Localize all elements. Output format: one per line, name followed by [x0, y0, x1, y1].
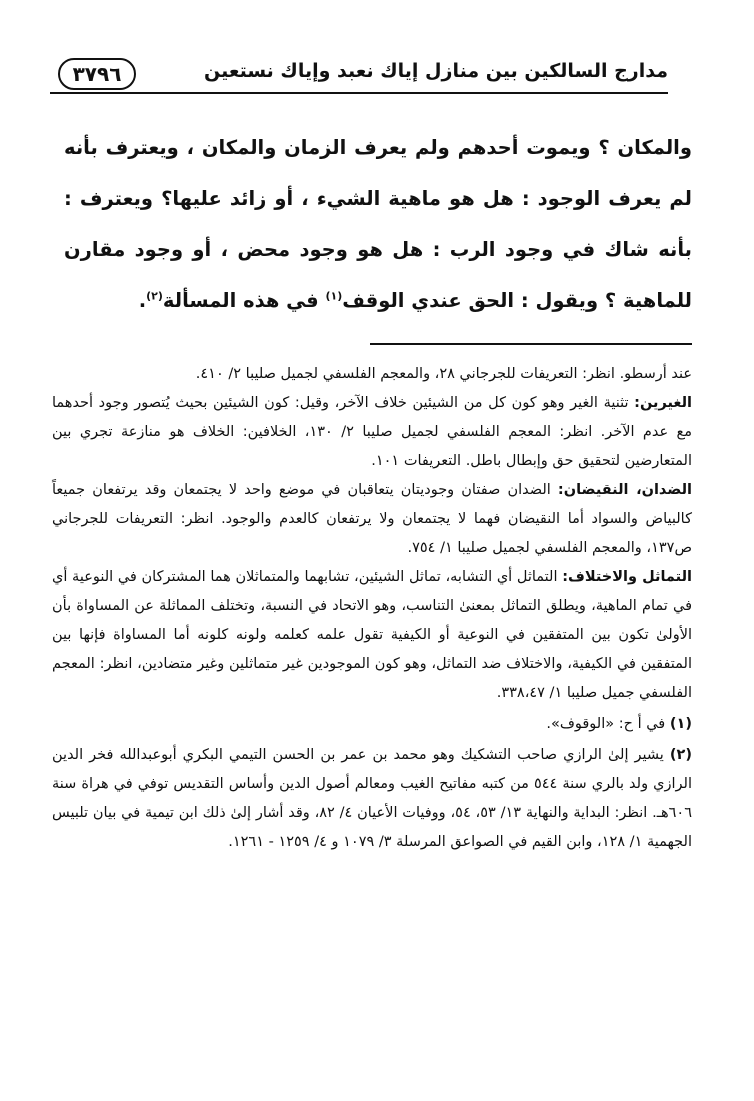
main-body-end: . — [138, 289, 147, 312]
footnote-entry-ghayrayn — [52, 389, 692, 476]
footnote-entry-tamathul — [52, 563, 692, 708]
footnote-term: الغيرين: — [634, 395, 692, 411]
footnote-ref-2: (٢) — [146, 289, 163, 303]
footnote-term: التماثل والاختلاف: — [562, 569, 692, 585]
footnote-2 — [52, 741, 692, 857]
running-title: مدارج السالكين بين منازل إياك نعبد وإياك نستعين — [204, 60, 668, 82]
footnote-1 — [52, 710, 692, 739]
page-number: ٣٧٩٦ — [58, 58, 136, 90]
footnote-continuation — [52, 360, 692, 389]
footnote-term: الضدان، النقيضان: — [557, 482, 693, 498]
footnote-number: (٢) — [669, 747, 692, 763]
footnote-number: (١) — [669, 716, 692, 732]
footnote-separator — [370, 343, 692, 345]
main-paragraph — [64, 122, 692, 326]
main-text — [64, 122, 692, 326]
main-body-cont: في هذه المسألة — [162, 289, 326, 312]
footnote-entry-diddan — [52, 476, 692, 563]
footnote-text: يشير إلىٰ الرازي صاحب التشكيك وهو محمد بن عمر بن الحسن التيمي البكري أبوعبدالله فخر الدين الرازي ولد بالري سنة ٥٤٤ من كتبه مفاتيح الغيب ومعالم أصول الدين وأساس التقديس توفي في هراة سنة ٦٠٦هـ. انظر: البداية والنهاية ١٣/ ٥٣، ٥٤، ووفيات الأعيان ٤/ ٨٢، وقد أشار إلىٰ ذلك ابن تيمية في بيان تلبيس الجهمية ١/ ١٢٨، وابن القيم في الصواعق المرسلة ٣/ ١٠٧٩ و ٤/ ١٢٥٩ - ١٢٦١. — [52, 747, 693, 850]
footnote-text: الضدان صفتان وجوديتان يتعاقبان في موضع واحد لا يجتمعان وقد يرتفعان جميعاً كالبياض والسواد أما النقيضان فهما لا يجتمعان ولا يرتفعان كالعدم والوجود. انظر: التعريفات للجرجاني ص١٣٧، والمعجم الفلسفي لجميل صليبا ١/ ٧٥٤. — [52, 482, 692, 556]
footnotes — [52, 360, 692, 857]
footnote-ref-1: (١) — [325, 289, 343, 303]
main-body: والمكان ؟ ويموت أحدهم ولم يعرف الزمان والمكان ، ويعترف بأنه لم يعرف الوجود : هل هو ماهية الشيء ، أو زائد عليها؟ ويعترف : بأنه شاك في وجود الرب : هل هو وجود محض ، أو وجود مقارن للماهية ؟ ويقول : الحق عندي الوقف — [64, 136, 692, 312]
footnote-text: تثنية الغير وهو كون كل من الشيئين خلاف الآخر، وقيل: كون الشيئين بحيث يُتصور وجود أحدهما مع عدم الآخر. انظر: المعجم الفلسفي لجميل صليبا ٢/ ١٣٠، الخلافين: الخلاف هو منازعة تجري بين المتعارضين لتحقيق حق وإبطال باطل. التعريفات ١٠١. — [52, 395, 693, 469]
footnote-text: التماثل أي التشابه، تماثل الشيئين، تشابهما والمتماثلان هما المشتركان في النوعية أي في تمام الماهية، ويطلق التماثل بمعنىٰ التناسب، وهو الاتحاد في النسبة، وتختلف المماثلة عن المساواة بأن الأولىٰ تكون بين المتفقين في النوعية أو الكيفية تقول علمه كعلمه ولونه كلونه أما المساواة فإنها بين المتفقين في الكيفية، والاختلاف ضد التماثل، وهو كون الموجودين غير متماثلين وغير متضادين، انظر: المعجم الفلسفي جميل صليبا ١/ ٣٣٨،٤٧. — [52, 569, 692, 701]
footnote-cont-text: عند أرسطو. انظر: التعريفات للجرجاني ٢٨، والمعجم الفلسفي لجميل صليبا ٢/ ٤١٠. — [195, 366, 692, 382]
page-header — [50, 50, 668, 94]
footnote-text: في أ ح: «الوقوف». — [546, 716, 670, 732]
